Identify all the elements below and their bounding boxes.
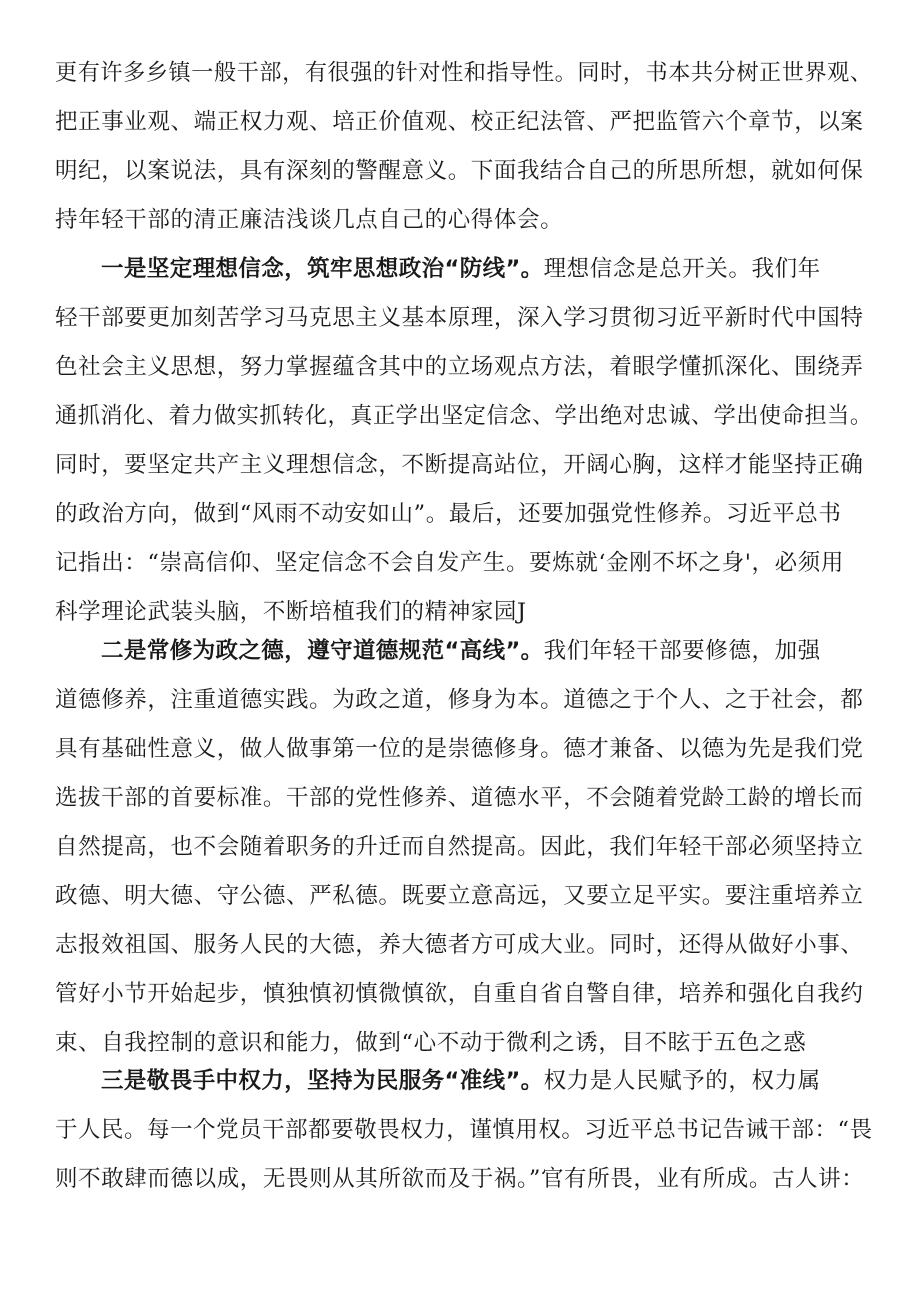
text-line: 持年轻干部的清正廉洁浅谈几点自己的心得体会。 [55,207,564,233]
text-line: 记指出：“崇高信仰、坚定信念不会自发产生。要炼就‘金刚不坏之身'，必须用 [55,550,844,576]
text-line: 于人民。每一个党员干部都要敬畏权力，谨慎用权。习近平总书记告诫干部：“畏 [55,1117,873,1143]
text-line: 管好小节开始起步，慎独慎初慎微慎欲，自重自省自警自律，培养和强化自我约 [55,981,864,1007]
text-line: 政德、明大德、守公德、严私德。既要立意高远，又要立足平实。要注重培养立 [55,883,864,909]
text-line: 明纪，以案说法，具有深刻的警醒意义。下面我结合自己的所思所想，就如何保 [55,158,864,184]
text-line: 选拔干部的首要标准。干部的党性修养、道德水平，不会随着党龄工龄的增长而 [55,785,864,811]
text-line: 道德修养，注重道德实践。为政之道，修身为本。道德之于个人、之于社会，都 [55,687,864,713]
section-heading-power: 三是敬畏手中权力，坚持为民服务“准线”。 [101,1068,544,1094]
text-line: 更有许多乡镇一般干部，有很强的针对性和指导性。同时，书本共分树正世界观、 [55,60,873,86]
text-line: 同时，要坚定共产主义理想信念，不断提高站位，开阔心胸，这样才能坚持正确 [55,452,864,478]
text-line: 科学理论武装头脑，不断培植我们的精神家园J [55,599,527,625]
paragraph-first-line [101,636,821,666]
text-line: 则不敢肆而德以成，无畏则从其所欲而及于祸。”官有所畏，业有所成。古人讲： [55,1166,865,1192]
text-line-rest: 我们年轻干部要修德，加强 [543,638,821,664]
paragraph-first-line [101,254,821,284]
text-line: 轻干部要更加刻苦学习马克思主义基本原理，深入学习贯彻习近平新时代中国特 [55,305,864,331]
paragraph-first-line [101,1066,821,1096]
text-line-rest: 权力是人民赋予的，权力属 [543,1068,821,1094]
text-line: 具有基础性意义，做人做事第一位的是崇德修身。德才兼备、以德为先是我们党 [55,736,864,762]
text-line: 色社会主义思想，努力掌握蕴含其中的立场观点方法，着眼学懂抓深化、围绕弄 [55,354,864,380]
text-line: 通抓消化、着力做实抓转化，真正学出坚定信念、学出绝对忠诚、学出使命担当。 [55,403,873,429]
text-line: 束、自我控制的意识和能力，做到“心不动于微利之诱，目不眩于五色之惑 [55,1030,807,1056]
section-heading-morality: 二是常修为政之德，遵守道德规范“高线”。 [101,638,544,664]
text-line: 的政治方向，做到“风雨不动安如山”。最后，还要加强党性修养。习近平总书 [55,501,842,527]
text-line: 自然提高，也不会随着职务的升迁而自然提高。因此，我们年轻干部必须坚持立 [55,834,864,860]
section-heading-ideals: 一是坚定理想信念，筑牢思想政治“防线”。 [101,256,544,282]
text-line: 把正事业观、端正权力观、培正价值观、校正纪法管、严把监管六个章节，以案 [55,109,864,135]
text-line-rest: 理想信念是总开关。我们年 [543,256,821,282]
text-line: 志报效祖国、服务人民的大德，养大德者方可成大业。同时，还得从做好小事、 [55,932,864,958]
